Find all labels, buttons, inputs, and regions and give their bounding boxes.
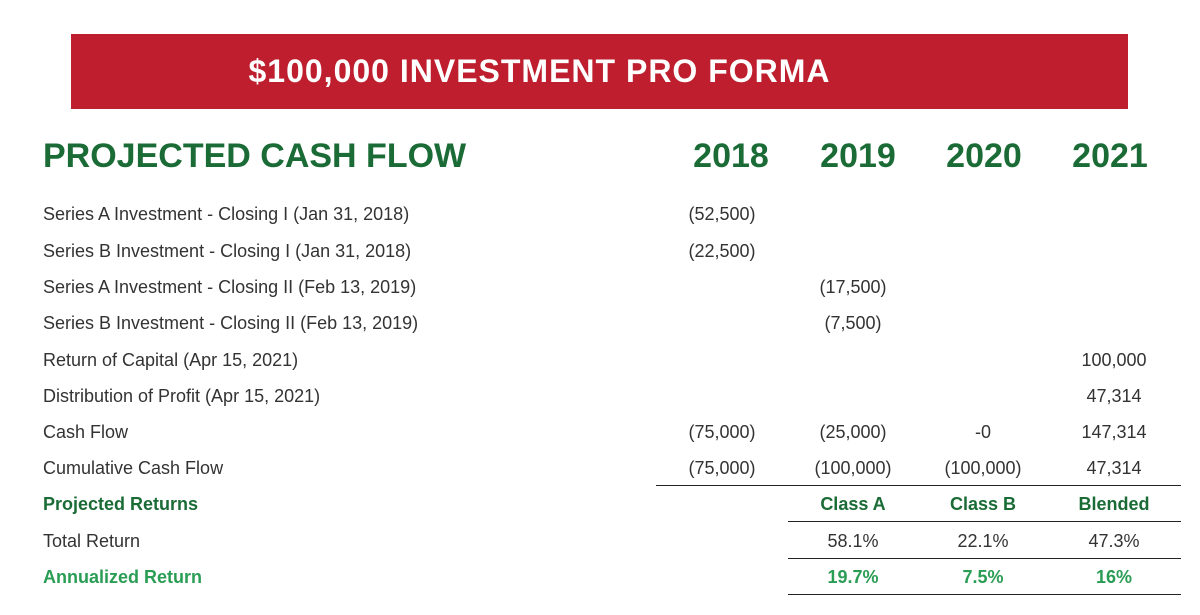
returns-title: Projected Returns	[43, 494, 199, 514]
value-2018: (75,000)	[688, 422, 756, 442]
annualized-return-class-a: 19.7%	[827, 567, 879, 587]
value-2019: (100,000)	[814, 458, 892, 478]
table-row	[0, 308, 1200, 338]
table-row	[0, 236, 1200, 266]
total-return-row	[0, 526, 1200, 556]
total-return-class-a: 58.1%	[827, 531, 879, 551]
table-row	[0, 417, 1200, 447]
title-banner	[71, 34, 1128, 109]
row-label: Series B Investment - Closing I (Jan 31, 2018)	[43, 241, 412, 261]
table-row	[0, 345, 1200, 375]
value-2021: 147,314	[1081, 422, 1147, 442]
value-2018: (75,000)	[688, 458, 756, 478]
class-b-header: Class B	[949, 494, 1017, 514]
divider-rule	[656, 485, 1181, 486]
table-row	[0, 272, 1200, 302]
table-row	[0, 453, 1200, 483]
value-2019: (7,500)	[824, 313, 882, 333]
annualized-return-class-b: 7.5%	[962, 567, 1004, 587]
value-2019: (17,500)	[819, 277, 887, 297]
total-return-blended: 47.3%	[1088, 531, 1140, 551]
annualized-return-row	[0, 562, 1200, 592]
year-header-2021: 2021	[1072, 137, 1148, 175]
row-label: Cash Flow	[43, 422, 129, 442]
total-return-label: Total Return	[43, 531, 141, 551]
row-label: Cumulative Cash Flow	[43, 458, 224, 478]
year-header-2019: 2019	[820, 137, 896, 175]
value-2019: (25,000)	[819, 422, 887, 442]
divider-rule	[788, 558, 1181, 559]
row-label: Return of Capital (Apr 15, 2021)	[43, 350, 299, 370]
value-2020: -0	[974, 422, 991, 442]
row-label: Series B Investment - Closing II (Feb 13, 2019)	[43, 313, 419, 333]
table-row	[0, 381, 1200, 411]
year-header-2020: 2020	[946, 137, 1022, 175]
value-2020: (100,000)	[944, 458, 1022, 478]
value-2021: 100,000	[1081, 350, 1147, 370]
class-a-header: Class A	[820, 494, 886, 514]
year-header-2018: 2018	[693, 137, 769, 175]
value-2021: 47,314	[1086, 386, 1142, 406]
annualized-return-blended: 16%	[1095, 567, 1133, 587]
blended-header: Blended	[1078, 494, 1150, 514]
annualized-return-label: Annualized Return	[43, 567, 203, 587]
value-2018: (52,500)	[688, 204, 756, 224]
banner-title: $100,000 INVESTMENT PRO FORMA	[248, 53, 831, 89]
section-title: PROJECTED CASH FLOW	[43, 137, 467, 175]
table-row	[0, 199, 1200, 229]
row-label: Series A Investment - Closing I (Jan 31, 2018)	[43, 204, 410, 224]
divider-rule	[788, 521, 1181, 522]
total-return-class-b: 22.1%	[957, 531, 1009, 551]
value-2021: 47,314	[1086, 458, 1142, 478]
value-2018: (22,500)	[688, 241, 756, 261]
row-label: Series A Investment - Closing II (Feb 13, 2019)	[43, 277, 417, 297]
divider-rule	[788, 594, 1181, 595]
returns-header-row	[0, 489, 1200, 519]
row-label: Distribution of Profit (Apr 15, 2021)	[43, 386, 321, 406]
